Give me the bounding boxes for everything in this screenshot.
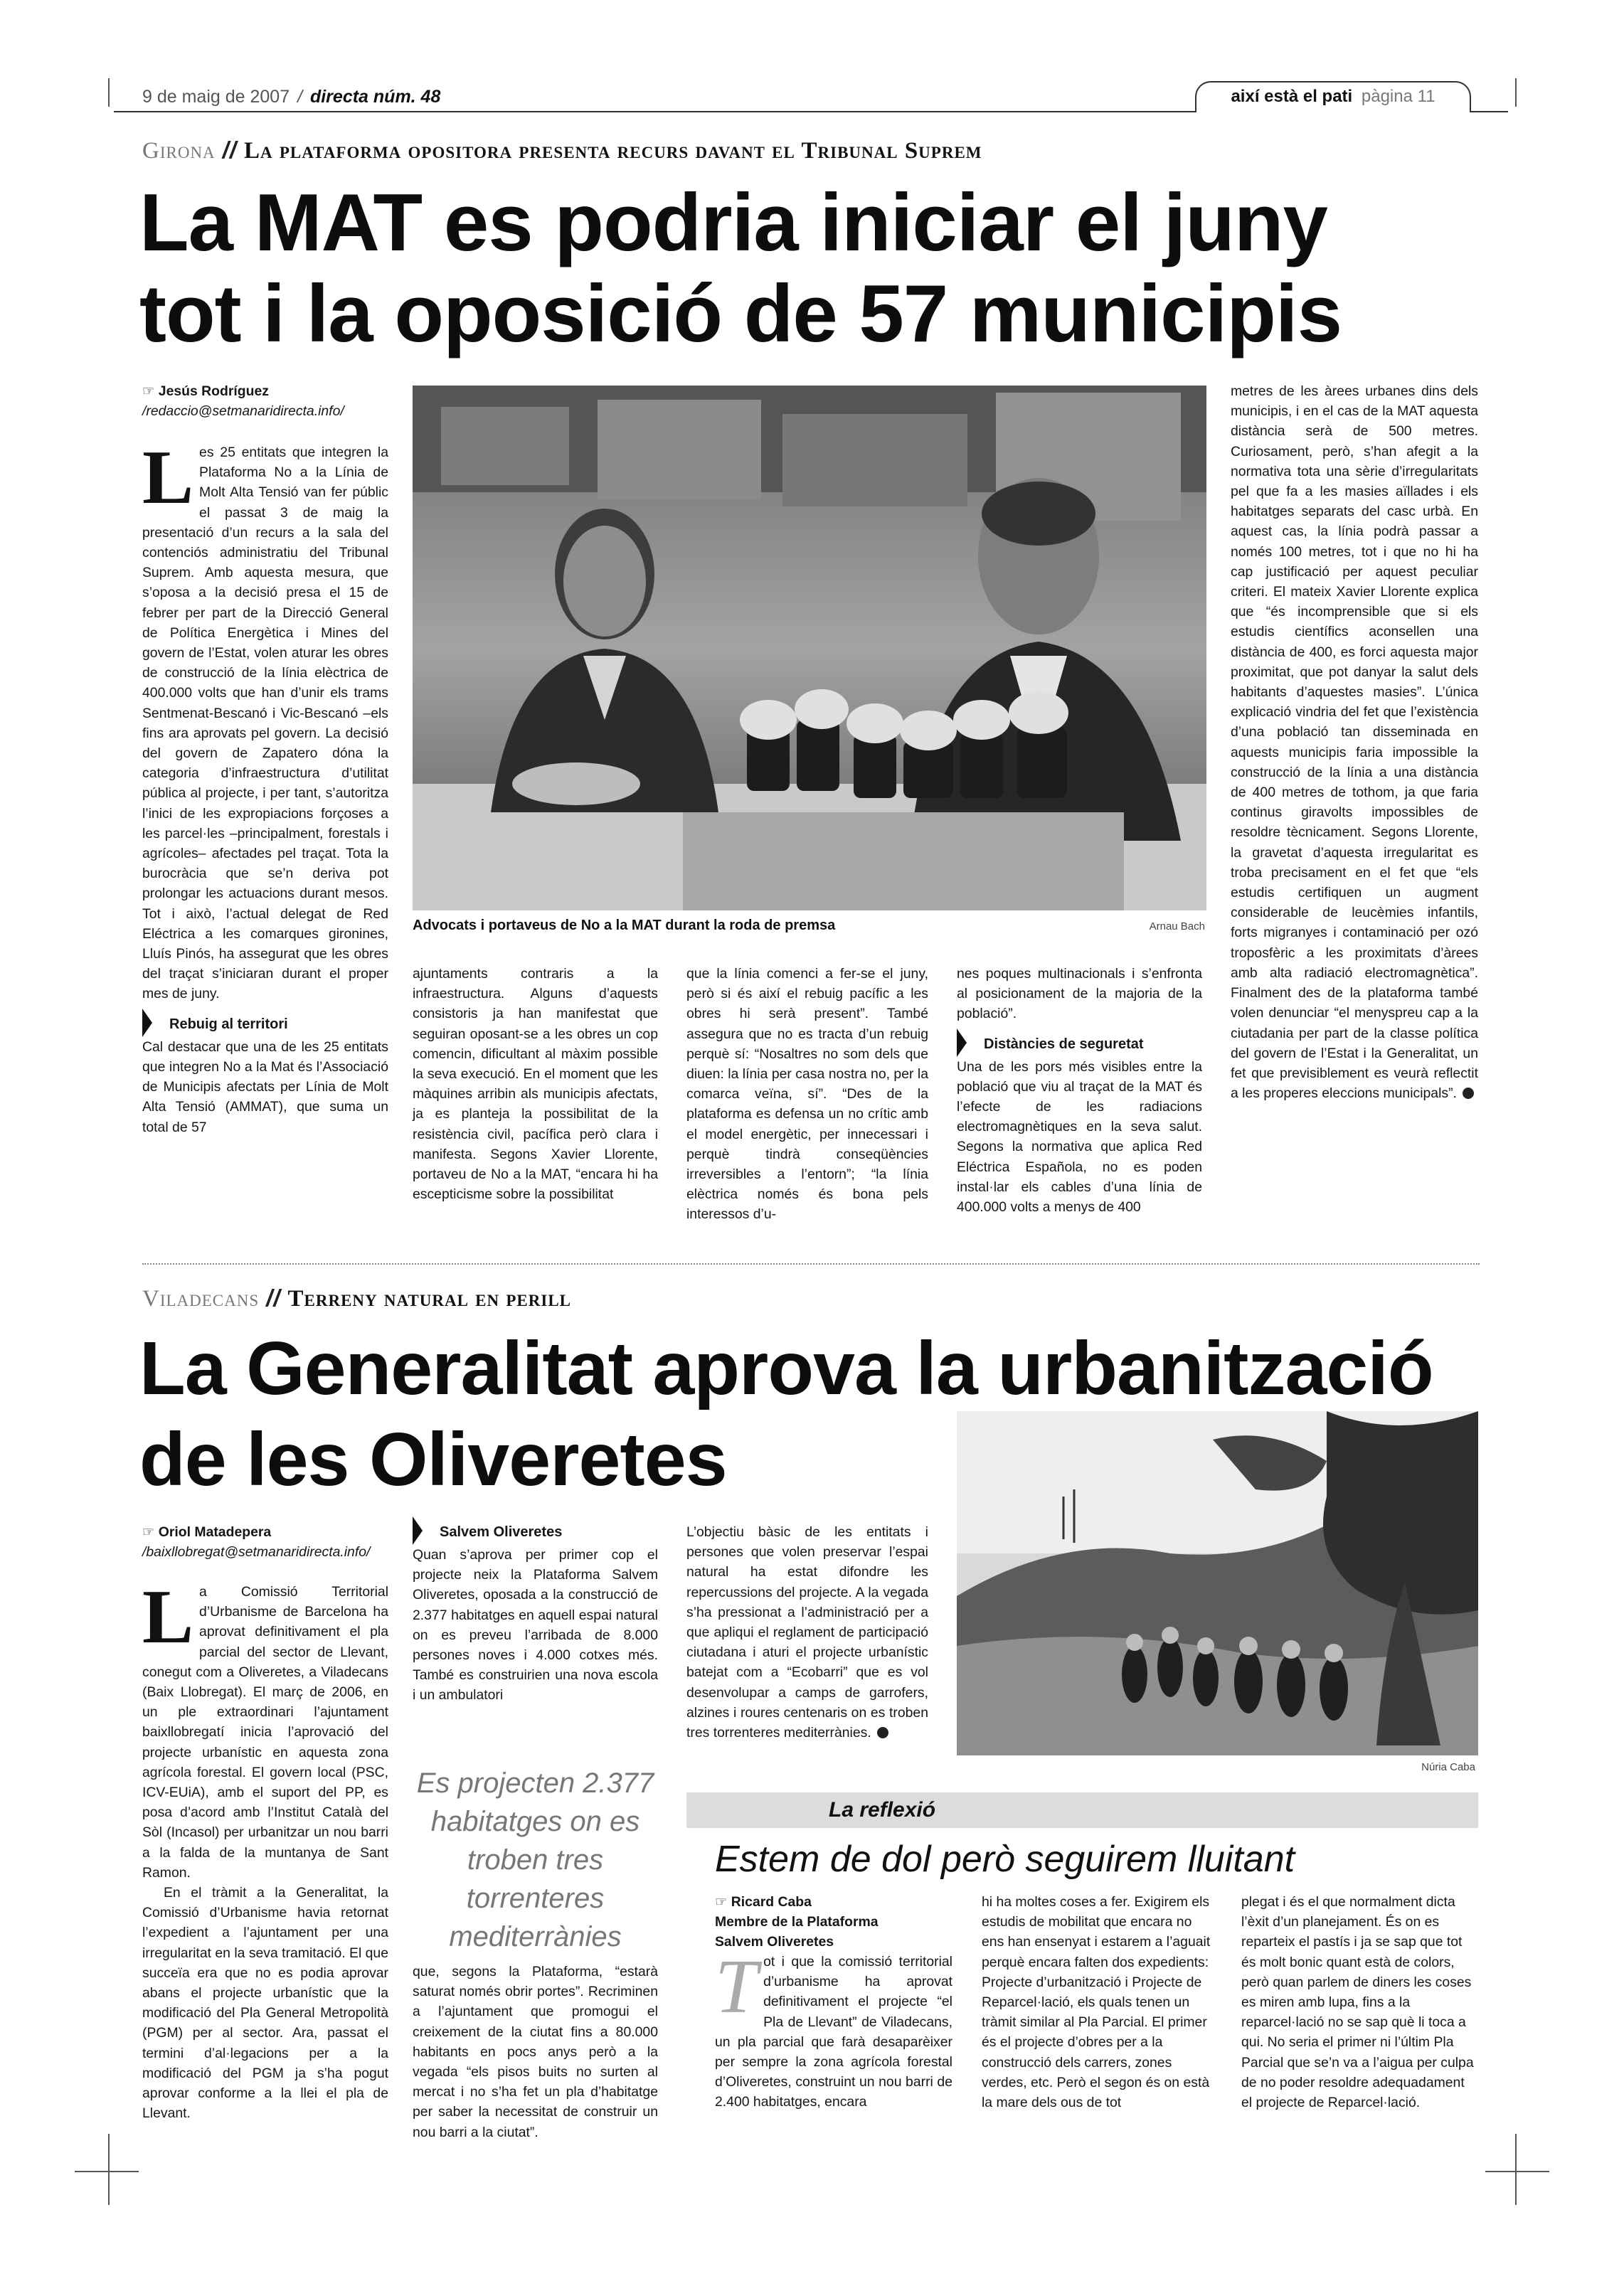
article1-paragraph-7 <box>1231 381 1478 1103</box>
pointing-hand-icon: ☞ <box>142 1524 159 1540</box>
end-of-article-icon <box>1463 1088 1474 1099</box>
article1-paragraph-6: Una de les pors més visibles entre la població que viu al traçat de la MAT és l’efecte de les radiacions electromagnètiques en la seva salut. Segons la normativa que aplica Red Eléctrica Española, no es poden instal·lar els cables d’una línia de 400.000 volts a menys de 400 <box>957 1058 1202 1216</box>
article1-place: Girona <box>142 138 216 164</box>
article1-subhead-distancies <box>957 1034 1202 1054</box>
article2-headline-line2: de les Oliveretes <box>139 1418 727 1502</box>
reflexio-column-1 <box>715 1892 952 2112</box>
reflexio-author: Ricard Caba <box>731 1894 812 1910</box>
article1-paragraph-5: nes poques multinacionals i s’enfronta al posicionament de la majoria de la població”. <box>957 966 1202 1022</box>
reflexio-column-3 <box>1241 1892 1478 2112</box>
article1-photo <box>413 386 1206 910</box>
article1-byline <box>142 381 388 401</box>
crop-mark-h-bottom-right <box>1485 2171 1549 2172</box>
article1-column-5 <box>1231 381 1478 1103</box>
article2-paragraph-4: que, segons la Plataforma, “estarà saturat només obrir portes”. Recriminen a l’ajuntament que promogui el creixement de la ciutat fins a 80.000 habitants en pocs anys però a la vegada “els pisos buits no surten al mercat i no s’ha fet un pla d’habitatge per saber la necessitat de construir un nou barri a la ciutat”. <box>413 1964 658 2140</box>
article1-kicker-text: La plataforma opositora presenta recurs davant el Tribunal Suprem <box>244 138 982 164</box>
article1-column-4 <box>957 964 1202 1217</box>
pointing-hand-icon: ☞ <box>715 1894 731 1910</box>
article1-p7-text: metres de les àrees urbanes dins dels municipis, i en el cas de la MAT aquesta distància serà de 500 metres. Curiosament, però, s’han afegit a la normativa tota una sèrie d’irregularitats pel que fa a les masies aïllades i els habitatges separats del casc urbà. En aquest cas, la línia podrà passar a només 100 metres, tot i que no hi ha cap justificació per aquest peculiar criteri. El mateix Xavier Llorente explica que “és incomprensible que si els estudis científics aconsellen una distància de 400, es forci aquesta major proximitat, que pot danyar la salut dels habitants d’aquestes masies”. L’única explicació vindria del fet que l’existència d’una població tan disseminada en aquests municipis faria impossible la construcció de la línia a una distància de 400 metres de tothom, ja que faria continus giravolts impossibles de resoldre tècnicament. Segons Llorente, la gravetat d’aquesta irregularitat es troba precisament en el fet que “els estudis certifiquen un augment considerable de leucèmies infantils, forts migranyes i contaminació per ozó troposfèric a les proximitats d’àrees amb alta radiació electromagnètica”. Finalment des de la plataforma també volen denunciar “el menyspreu cap a la ciutadania per part de la classe política del govern de l’Estat i la Generalitat, un fet que previsiblement es veurà reflectit a les properes eleccions municipals”. <box>1231 383 1478 1102</box>
article2-kicker-text: Terreny natural en perill <box>287 1286 572 1312</box>
article1-photo-credit: Arnau Bach <box>1149 920 1205 932</box>
article2-column-2 <box>413 1522 658 1706</box>
article1-paragraph-2: Cal destacar que una de les 25 entitats que integren No a la Mat és l’Associació de Municipis afectats per Línia de Molt Alta Tensió (AMMAT), que suma un total de 57 <box>142 1038 388 1135</box>
article1-headline-line1: La MAT es podria iniciar el juny <box>139 178 1327 268</box>
article1-column-3 <box>686 964 928 1225</box>
reflexio-author-role1: Membre de la Plataforma <box>715 1914 879 1930</box>
article-divider <box>142 1263 1480 1265</box>
article2-byline <box>142 1522 388 1542</box>
article2-paragraph-3: Quan s’aprova per primer cop el projecte neix la Plataforma Salvem Oliveretes, oposada a la construcció de 2.377 habitatges en aquell espai natural on es preveu l’arribada de 8.000 persones noves i 4.000 cotxes més. També es construirien una nova escola i un ambulatori <box>413 1547 658 1704</box>
article1-paragraph-4: que la línia comenci a fer-se el juny, però si és així el rebuig pacífic a les obres hi serà present”. També assegura que no es tracta d’un rebuig perquè sí: “Nosaltres no som dels que diuen: la línia per casa nostra no, per la comarca veïna, sí”. “Des de la plataforma es defensa un no crític amb el model energètic, per innecessari i perquè tindrà conseqüències irreversibles a l’entorn”; “la línia elèctrica només és bona pels interessos d’u- <box>686 966 928 1223</box>
article1-kicker <box>142 137 982 164</box>
reflexio-paragraph-1 <box>715 1945 952 2112</box>
article2-kicker-sep: // <box>266 1285 281 1311</box>
article2-author: Oriol Matadepera <box>158 1524 272 1540</box>
article2-kicker <box>142 1285 571 1312</box>
article2-p1-text: a Comissió Territorial d’Urbanisme de Barcelona ha aprovat definitivament el pla parcial del sector de Llevant, conegut com a Oliveretes, a Viladecans (Baix Llobregat). El març de 2006, en un ple extraordinari l’ajuntament baixllobregatí inicia l’aprovació del projecte urbanístic en aquesta zona agrícola forestal. El govern local (PSC, ICV-EUiA), amb el suport del PP, es posa d’acord amb l’Institut Català del Sòl (Incasol) per urbanitzar un nou barri a la falda de la muntanya de Sant Ramon. <box>142 1584 388 1881</box>
reflexio-author-role2: Salvem Oliveretes <box>715 1934 834 1950</box>
triangle-bullet-icon <box>142 1009 152 1037</box>
pointing-hand-icon: ☞ <box>142 383 159 399</box>
page-header <box>142 84 1480 117</box>
header-left <box>142 87 440 107</box>
article1-author: Jesús Rodríguez <box>158 383 269 399</box>
article2-dropcap: L <box>142 1575 194 1659</box>
article1-kicker-sep: // <box>222 137 238 163</box>
article2-paragraph-1 <box>142 1575 388 1883</box>
article1-column-2 <box>413 964 658 1204</box>
article2-column-3 <box>686 1522 928 1743</box>
article2-headline-line1: La Generalitat aprova la urbanització <box>139 1327 1433 1410</box>
article2-email: /baixllobregat@setmanaridirecta.info/ <box>142 1544 371 1560</box>
header-right-tab <box>1195 81 1471 112</box>
article2-column-1 <box>142 1522 388 2123</box>
article2-photo-credit: Núria Caba <box>1421 1761 1475 1773</box>
crop-mark-right-bottom <box>1515 2134 1517 2205</box>
olive-grove-image <box>957 1411 1478 1755</box>
reflexio-box <box>686 1792 1478 1828</box>
article2-column-2b <box>413 1962 658 2142</box>
article1-subhead-rebuig <box>142 1014 388 1034</box>
article2-paragraph-5 <box>686 1522 928 1743</box>
article1-paragraph-3: ajuntaments contraris a la infraestructura. Alguns d’aquests consistoris ja han manifestat que seguiran oposant-se a les obres un cop comencin, dificultant al màxim possible la seva execució. En el moment que les màquines arribin als municipis afectats, ja es planteja la possibilitat de la resistència civil, pacífica però clara i manifesta. Segons Xavier Llorente, portaveu de No a la MAT, “encara hi ha escepticisme sobre la possibilitat <box>413 966 658 1203</box>
header-slash: / <box>297 87 303 107</box>
header-page: pàgina 11 <box>1361 87 1435 106</box>
article1-dropcap: L <box>142 435 194 520</box>
article1-paragraph-1 <box>142 435 388 1004</box>
article2-place: Viladecans <box>142 1286 260 1312</box>
article1-subhead1-text: Rebuig al territori <box>169 1016 288 1032</box>
article1-subhead2-text: Distàncies de seguretat <box>984 1036 1144 1052</box>
crop-mark-left-top <box>108 78 110 107</box>
reflexio-column-2 <box>982 1892 1216 2112</box>
article2-photo <box>957 1411 1478 1755</box>
reflexio-paragraph-3: plegat i és el que normalment dicta l’èxit d’un planejament. És on es reparteix el pastís i ja se sap que tot és molt bonic quant està de colors, però quan parlem de diners les coses es miren amb lupa, fins a la reparcel·lació no se sap què li toca a qui. No seria el primer ni l’últim Pla Parcial que se’n va a l’aigua per culpa de no poder resoldre adequadament el projecte de Reparcel·lació. <box>1241 1894 1474 2111</box>
reflexio-byline <box>715 1892 952 1952</box>
press-conference-image <box>413 386 1206 910</box>
crop-mark-right-top <box>1515 78 1517 107</box>
article2-paragraph-2: En el tràmit a la Generalitat, la Comissió d’Urbanisme havia retornat l’expedient a l’ajuntament per una irregularitat en la seva tramitació. El que succeïa era que no es podia aprovar abans el projecte urbanístic que la modificació del Pla General Metropolità (PGM) per al sector. Ara, passat el termini d’al·legacions per a la modificació del PGM ja s’ha pogut aprovar conforme a la llei el pla de Llevant. <box>142 1885 388 2122</box>
reflexio-label: La reflexió <box>829 1798 936 1822</box>
header-publication: directa núm. 48 <box>309 87 441 107</box>
reflexio-paragraph-2: hi ha moltes coses a fer. Exigirem els estudis de mobilitat que encara no ens han ensenyat i estarem a l’aguait perquè encara falten dos expedients: Projecte d’urbanització i Projecte de Reparcel·lació, els quals tenen un tràmit similar al Pla Parcial. El primer és el projecte d’obres per a la construcció dels carrers, zones verdes, etc. Però el segon és on està la mare dels ous de tot <box>982 1894 1211 2111</box>
crop-mark-h-bottom-left <box>75 2171 139 2172</box>
reflexio-title: Estem de dol però seguirem lluitant <box>715 1839 1295 1880</box>
article2-subhead-salvem <box>413 1522 658 1542</box>
article1-email: /redaccio@setmanaridirecta.info/ <box>142 403 344 419</box>
article1-column-1 <box>142 381 388 1137</box>
crop-mark-left-bottom <box>108 2134 110 2205</box>
article1-headline <box>139 178 1342 360</box>
header-date: 9 de maig de 2007 <box>142 87 290 107</box>
article2-p5-text: L’objectiu bàsic de les entitats i persones que volen preservar l’espai natural ha estat difondre les repercussions del projecte. A la vegada s’ha pressionat a l’administració per a que apliqui el reglament de participació ciutadana i aturi el projecte urbanístic batejat com a “Ecobarri” que es vol desenvolupar a camps de garrofers, alzines i roures centenaris on es troben tres torrenteres mediterrànies. <box>686 1524 928 1741</box>
triangle-bullet-icon <box>413 1516 423 1545</box>
triangle-bullet-icon <box>957 1029 967 1057</box>
article1-photo-caption: Advocats i portaveus de No a la MAT durant la roda de premsa <box>413 918 836 933</box>
article1-headline-line2: tot i la oposició de 57 municipis <box>139 269 1342 359</box>
article2-subhead-text: Salvem Oliveretes <box>440 1524 563 1540</box>
reflexio-p1-text: ot i que la comissió territorial d’urbanisme ha aprovat definitivament el projecte “el Pla de Llevant” de Viladecans, un pla parcial que farà desaparèixer per sempre la zona agrícola forestal d’Oliveretes, construint un nou barri de 2.400 habitatges, encara <box>715 1954 952 2110</box>
article2-pullquote: Es projecten 2.377 habitatges on es troben tres torrenteres mediterrànies <box>416 1768 654 1952</box>
end-of-article-icon <box>877 1727 888 1738</box>
header-section: així està el pati <box>1231 87 1353 106</box>
reflexio-dropcap: T <box>715 1945 758 2029</box>
article1-p1-text: es 25 entitats que integren la Plataforma No a la Línia de Molt Alta Tensió van fer públic el passat 3 de maig la presentació d’un recurs a la sala del contenciós administratiu del Tribunal Suprem. Amb aquesta mesura, que s’oposa a la decisió presa el 15 de febrer per part de la Direcció General de Política Energètica i Mines del govern de l’Estat, volen aturar les obres de construcció de la línia elèctrica de 400.000 volts que han d’unir els trams Sentmenat-Bescanó i Vic-Bescanó –els fins ara aprovats pel govern. La decisió del govern de Zapatero dóna la categoria d’infraestructura d’utilitat pública al projecte, i per tant, s’autoritza l’inici de les expropiacions forçoses a les parcel·les –principalment, forestals i agrícoles– afectades pel traçat. Tota la burocràcia que se’n deriva pot prolongar les actuacions durant mesos. Tot i això, l’actual delegat de Red Eléctrica a les comarques gironines, Lluís Pinós, ha assegurat que les obres del traçat s’iniciaran durant el proper mes de juny. <box>142 445 388 1002</box>
